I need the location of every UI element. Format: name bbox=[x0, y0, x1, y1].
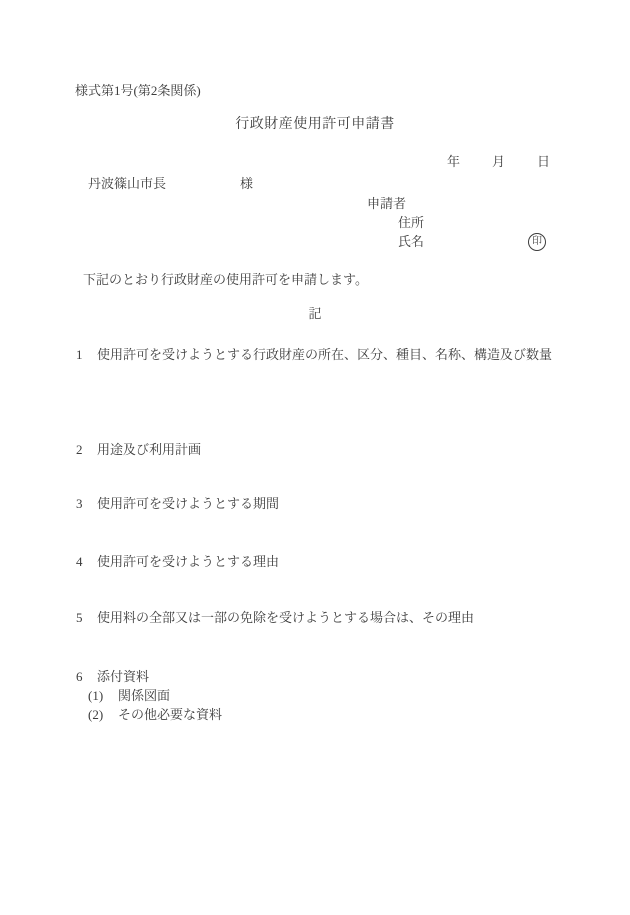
date-month-label: 月 bbox=[492, 154, 506, 169]
sub-item-number: (2) bbox=[88, 707, 104, 722]
applicant-name-label: 氏名 bbox=[398, 234, 425, 249]
list-item-1 bbox=[0, 348, 630, 364]
list-item-6 bbox=[0, 670, 630, 686]
sub-item-2 bbox=[0, 708, 630, 724]
form-number: 様式第1号(第2条関係) bbox=[75, 83, 201, 98]
date-year-label: 年 bbox=[447, 154, 461, 169]
list-item-4 bbox=[0, 555, 630, 571]
item-number: 2 bbox=[76, 442, 83, 457]
sub-item-number: (1) bbox=[88, 688, 104, 703]
item-text: 用途及び利用計画 bbox=[97, 442, 202, 457]
document-title: 行政財産使用許可申請書 bbox=[235, 117, 395, 132]
applicant-address-label: 住所 bbox=[398, 215, 425, 230]
addressee-name: 丹波篠山市長 bbox=[88, 176, 167, 191]
item-text: 使用許可を受けようとする理由 bbox=[97, 554, 280, 569]
item-number: 1 bbox=[76, 347, 83, 362]
item-number: 5 bbox=[76, 610, 83, 625]
record-marker: 記 bbox=[308, 306, 322, 321]
applicant-label: 申請者 bbox=[367, 196, 407, 211]
list-item-2 bbox=[0, 443, 630, 459]
item-number: 6 bbox=[76, 669, 83, 684]
item-text: 添付資料 bbox=[97, 669, 150, 684]
list-item-3 bbox=[0, 497, 630, 513]
item-text: 使用許可を受けようとする行政財産の所在、区分、種目、名称、構造及び数量 bbox=[97, 347, 553, 362]
date-day-label: 日 bbox=[537, 154, 551, 169]
seal-mark-icon bbox=[528, 233, 546, 251]
item-text: 使用料の全部又は一部の免除を受けようとする場合は、その理由 bbox=[97, 610, 475, 625]
item-number: 4 bbox=[76, 554, 83, 569]
item-text: 使用許可を受けようとする期間 bbox=[97, 496, 280, 511]
date-line bbox=[0, 155, 630, 171]
list-item-5 bbox=[0, 611, 630, 627]
seal-character: 印 bbox=[532, 236, 542, 247]
sub-item-text: その他必要な資料 bbox=[118, 707, 223, 722]
sub-item-1 bbox=[0, 689, 630, 705]
sub-item-text: 関係図面 bbox=[118, 688, 171, 703]
declaration-text: 下記のとおり行政財産の使用許可を申請します。 bbox=[83, 272, 368, 287]
addressee-honorific: 様 bbox=[240, 176, 254, 191]
item-number: 3 bbox=[76, 496, 83, 511]
